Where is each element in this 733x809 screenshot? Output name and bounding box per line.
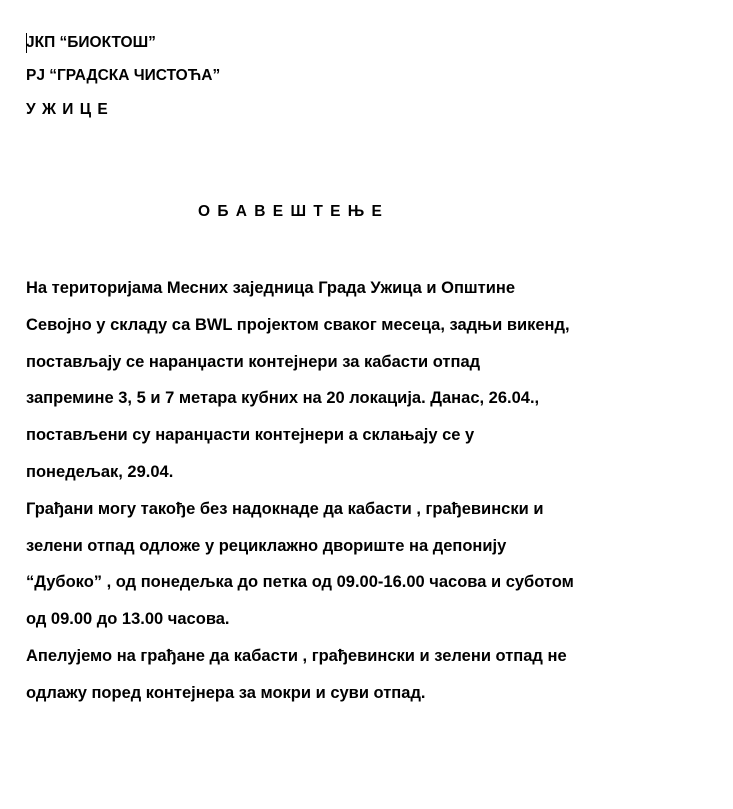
body-line: од 09.00 до 13.00 часова.: [26, 610, 230, 629]
header-city: У Ж И Ц Е: [26, 101, 108, 118]
body-line: На територијама Месних заједница Града Ужица и Општине: [26, 279, 516, 297]
body-line: постављају се наранџасти контејнери за кабасти отпад: [26, 352, 481, 371]
notice-body: [26, 270, 726, 712]
body-line: понедељак, 29.04.: [26, 462, 174, 481]
body-line: запремине 3, 5 и 7 метара кубних на 20 локација. Данас, 26.04.,: [26, 389, 540, 408]
body-line: одлажу поред контејнера за мокри и суви отпад.: [26, 683, 426, 702]
body-line: Апелујемо на грађане да кабасти , грађевински и зелени отпад не: [26, 646, 567, 665]
header-unit: РЈ “ГРАДСКА ЧИСТОЋА”: [26, 67, 221, 84]
body-line: зелени отпад одложе у рециклажно двориште на депонију: [26, 536, 507, 555]
body-line: “Дубоко” , од понедељка до петка од 09.00-16.00 часова и суботом: [26, 573, 574, 592]
body-line: Грађани могу такође без надокнаде да кабасти , грађевински и: [26, 499, 544, 518]
header-organization: ЈКП “БИОКТОШ”: [26, 34, 156, 51]
body-line: Севојно у складу са BWL пројектом сваког месеца, задњи викенд,: [26, 315, 570, 334]
notice-title: О Б А В Е Ш Т Е Њ Е: [198, 203, 382, 220]
body-line: постављени су наранџасти контејнери а склањају се у: [26, 426, 475, 445]
